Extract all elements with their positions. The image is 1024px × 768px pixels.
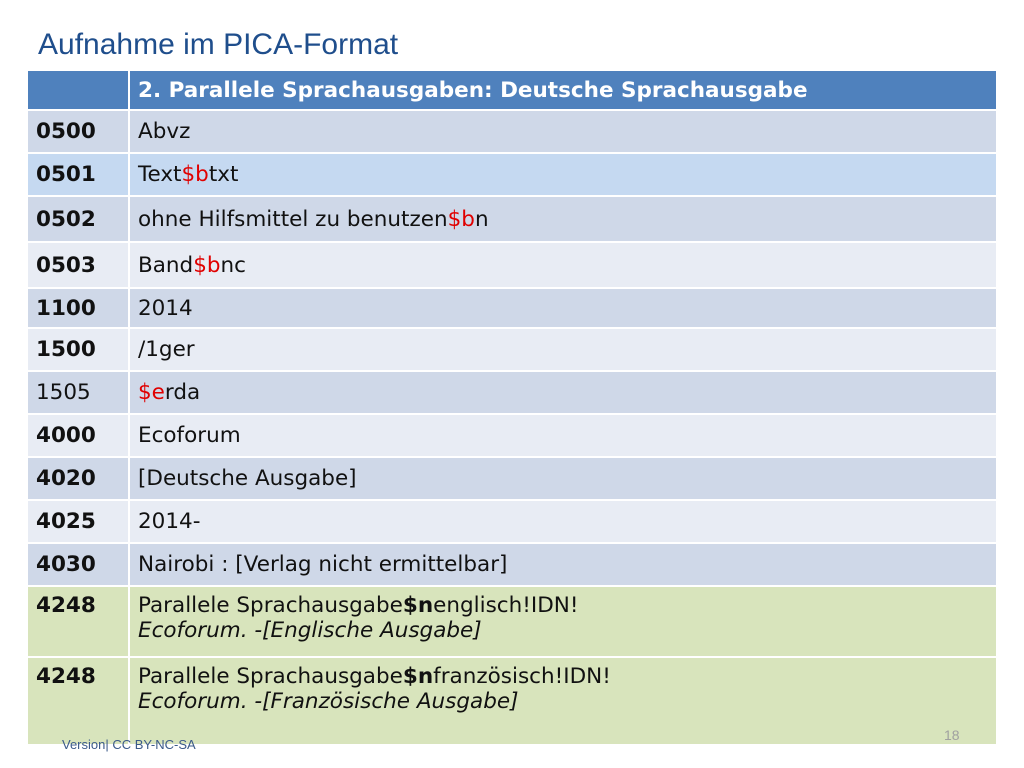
subfield-code: $b <box>193 252 221 278</box>
table-row <box>27 414 997 457</box>
table-row <box>27 328 997 371</box>
value-text: englisch!IDN! <box>433 593 579 618</box>
table-row <box>27 500 997 543</box>
value-text: rda <box>164 380 201 405</box>
header-code-cell <box>27 70 129 110</box>
value-text: /1ger <box>138 337 195 362</box>
field-value <box>129 242 997 288</box>
table-row <box>27 288 997 328</box>
subfield-code: $b <box>447 206 475 232</box>
field-code: 4248 <box>27 586 129 657</box>
value-text: Parallele Sprachausgabe <box>138 664 403 689</box>
field-value <box>129 153 997 196</box>
table-row <box>27 242 997 288</box>
value-text: Text <box>138 162 182 187</box>
field-code: 4025 <box>27 500 129 543</box>
field-code: 1505 <box>27 371 129 414</box>
field-value <box>129 328 997 371</box>
table-row <box>27 543 997 586</box>
footer-license: Version| CC BY-NC-SA <box>62 737 196 752</box>
subfield-code: $e <box>138 380 165 405</box>
field-value <box>129 196 997 242</box>
field-code: 0500 <box>27 110 129 153</box>
subfield-code: $n <box>402 664 434 689</box>
field-code: 0502 <box>27 196 129 242</box>
field-code: 4248 <box>27 657 129 745</box>
field-value <box>129 500 997 543</box>
field-code: 0501 <box>27 153 129 196</box>
field-value <box>129 543 997 586</box>
table-row <box>27 457 997 500</box>
field-code: 1100 <box>27 288 129 328</box>
value-text: Band <box>138 252 194 278</box>
subfield-code: $b <box>181 162 209 187</box>
field-code: 1500 <box>27 328 129 371</box>
field-value <box>129 457 997 500</box>
field-value <box>129 288 997 328</box>
field-code: 4000 <box>27 414 129 457</box>
field-code: 4020 <box>27 457 129 500</box>
value-text: französisch!IDN! <box>433 664 611 689</box>
table-header-row <box>27 70 997 110</box>
subfield-code: $n <box>402 593 434 618</box>
linked-title: Ecoforum. -[Englische Ausgabe] <box>138 618 482 643</box>
table-row <box>27 371 997 414</box>
value-text: nc <box>220 252 246 278</box>
field-value <box>129 586 997 657</box>
table-row <box>27 110 997 153</box>
field-code: 4030 <box>27 543 129 586</box>
slide-title: Aufnahme im PICA-Format <box>38 28 399 61</box>
value-text: Parallele Sprachausgabe <box>138 593 403 618</box>
field-value <box>129 371 997 414</box>
header-title-cell: 2. Parallele Sprachausgaben: Deutsche Sprachausgabe <box>129 70 997 110</box>
table-row <box>27 657 997 745</box>
value-text: txt <box>208 162 239 187</box>
value-text: ohne Hilfsmittel zu benutzen <box>138 206 448 232</box>
linked-title: Ecoforum. -[Französische Ausgabe] <box>138 689 519 714</box>
value-text: n <box>474 206 489 232</box>
page-number: 18 <box>944 727 960 743</box>
value-text: 2014 <box>138 295 193 321</box>
value-text: 2014- <box>138 509 201 534</box>
table-row <box>27 586 997 657</box>
field-code: 0503 <box>27 242 129 288</box>
value-text: Nairobi : [Verlag nicht ermittelbar] <box>138 552 508 577</box>
table-row <box>27 153 997 196</box>
field-value <box>129 110 997 153</box>
field-value <box>129 414 997 457</box>
table-row <box>27 196 997 242</box>
value-text: Abvz <box>138 119 191 144</box>
value-text: Ecoforum <box>138 423 241 448</box>
field-value <box>129 657 997 745</box>
value-text: [Deutsche Ausgabe] <box>138 466 357 491</box>
pica-record-table <box>26 69 998 746</box>
